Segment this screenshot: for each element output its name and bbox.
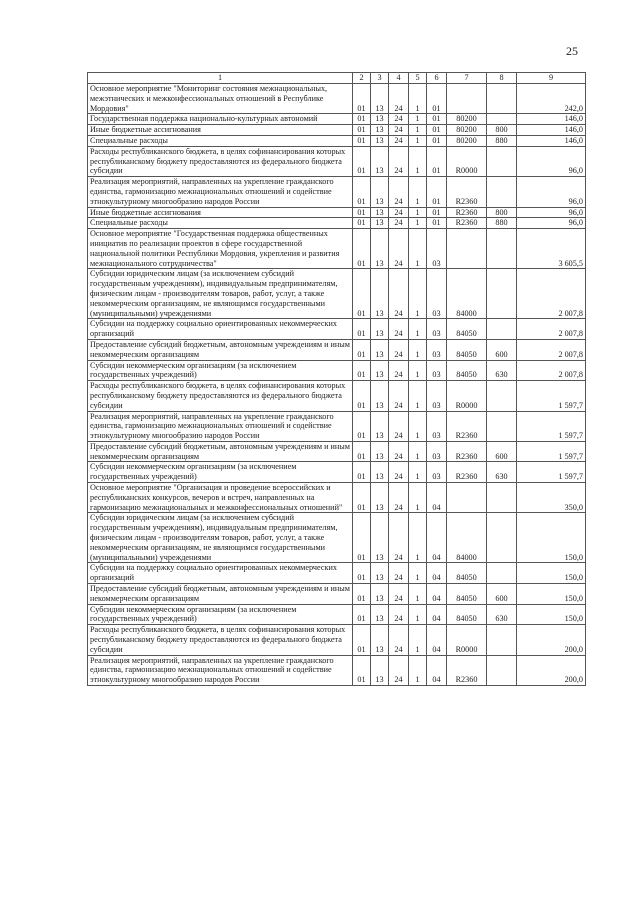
table-row xyxy=(88,207,586,218)
expense-type-cell xyxy=(487,655,517,685)
page-number: 25 xyxy=(566,44,578,58)
subprogram-code-cell: 1 xyxy=(409,135,427,146)
subprogram-code-cell: 1 xyxy=(409,563,427,584)
subprogram-code-cell: 1 xyxy=(409,84,427,114)
table-row xyxy=(88,84,586,114)
amount-cell: 1 597,7 xyxy=(517,462,586,483)
subsection-code-cell: 13 xyxy=(371,462,389,483)
table-row xyxy=(88,483,586,513)
expense-type-cell xyxy=(487,625,517,655)
expense-type-cell: 800 xyxy=(487,207,517,218)
table-row xyxy=(88,135,586,146)
subprogram-code-cell: 1 xyxy=(409,339,427,360)
expense-type-cell: 630 xyxy=(487,360,517,381)
row-name-cell: Реализация мероприятий, направленных на укрепление гражданского единства, гармонизацию межнациональных отношений и содействие этнокультурному многообразию народов России xyxy=(88,411,353,441)
expense-direction-cell: R0000 xyxy=(447,381,487,411)
row-name-cell: Субсидии некоммерческим организациям (за исключением государственных учреждений) xyxy=(88,462,353,483)
table-row xyxy=(88,411,586,441)
row-name-cell: Предоставление субсидий бюджетным, автономным учреждениям и иным некоммерческим организациям xyxy=(88,584,353,605)
event-code-cell: 01 xyxy=(427,114,447,125)
section-code-cell: 01 xyxy=(353,229,371,269)
section-code-cell: 01 xyxy=(353,114,371,125)
column-header: 5 xyxy=(409,73,427,84)
section-code-cell: 01 xyxy=(353,339,371,360)
column-header: 4 xyxy=(389,73,409,84)
subsection-code-cell: 13 xyxy=(371,360,389,381)
event-code-cell: 03 xyxy=(427,339,447,360)
event-code-cell: 04 xyxy=(427,563,447,584)
section-code-cell: 01 xyxy=(353,625,371,655)
subprogram-code-cell: 1 xyxy=(409,411,427,441)
table-row xyxy=(88,114,586,125)
program-code-cell: 24 xyxy=(389,319,409,340)
program-code-cell: 24 xyxy=(389,125,409,136)
amount-cell: 242,0 xyxy=(517,84,586,114)
expense-type-cell: 600 xyxy=(487,339,517,360)
expense-type-cell: 880 xyxy=(487,218,517,229)
expense-direction-cell: 80200 xyxy=(447,125,487,136)
subsection-code-cell: 13 xyxy=(371,563,389,584)
expense-type-cell xyxy=(487,146,517,176)
subsection-code-cell: 13 xyxy=(371,207,389,218)
table-row xyxy=(88,655,586,685)
program-code-cell: 24 xyxy=(389,483,409,513)
expense-direction-cell: 84000 xyxy=(447,513,487,563)
subsection-code-cell: 13 xyxy=(371,319,389,340)
expense-type-cell: 880 xyxy=(487,135,517,146)
subprogram-code-cell: 1 xyxy=(409,114,427,125)
expense-type-cell: 600 xyxy=(487,441,517,462)
table-row xyxy=(88,604,586,625)
section-code-cell: 01 xyxy=(353,269,371,319)
amount-cell: 200,0 xyxy=(517,625,586,655)
table-row xyxy=(88,584,586,605)
subprogram-code-cell: 1 xyxy=(409,125,427,136)
row-name-cell: Специальные расходы xyxy=(88,218,353,229)
expense-type-cell xyxy=(487,229,517,269)
amount-cell: 1 597,7 xyxy=(517,411,586,441)
amount-cell: 96,0 xyxy=(517,218,586,229)
row-name-cell: Иные бюджетные ассигнования xyxy=(88,125,353,136)
subsection-code-cell: 13 xyxy=(371,146,389,176)
program-code-cell: 24 xyxy=(389,218,409,229)
event-code-cell: 03 xyxy=(427,381,447,411)
section-code-cell: 01 xyxy=(353,483,371,513)
expense-direction-cell: 84050 xyxy=(447,360,487,381)
expense-direction-cell: R2360 xyxy=(447,462,487,483)
expense-direction-cell: R2360 xyxy=(447,207,487,218)
program-code-cell: 24 xyxy=(389,625,409,655)
amount-cell: 2 007,8 xyxy=(517,319,586,340)
subsection-code-cell: 13 xyxy=(371,218,389,229)
amount-cell: 200,0 xyxy=(517,655,586,685)
expense-type-cell: 630 xyxy=(487,462,517,483)
expense-direction-cell: R2360 xyxy=(447,441,487,462)
column-header: 6 xyxy=(427,73,447,84)
subsection-code-cell: 13 xyxy=(371,655,389,685)
expense-type-cell xyxy=(487,84,517,114)
expense-direction-cell: 84000 xyxy=(447,269,487,319)
amount-cell: 150,0 xyxy=(517,563,586,584)
subsection-code-cell: 13 xyxy=(371,625,389,655)
expense-direction-cell: R2360 xyxy=(447,218,487,229)
program-code-cell: 24 xyxy=(389,513,409,563)
subsection-code-cell: 13 xyxy=(371,513,389,563)
program-code-cell: 24 xyxy=(389,146,409,176)
event-code-cell: 01 xyxy=(427,84,447,114)
event-code-cell: 03 xyxy=(427,229,447,269)
expense-type-cell xyxy=(487,177,517,207)
amount-cell: 146,0 xyxy=(517,114,586,125)
table-row xyxy=(88,177,586,207)
expense-type-cell xyxy=(487,114,517,125)
table-row xyxy=(88,125,586,136)
section-code-cell: 01 xyxy=(353,441,371,462)
subsection-code-cell: 13 xyxy=(371,381,389,411)
expense-type-cell: 800 xyxy=(487,125,517,136)
amount-cell: 96,0 xyxy=(517,207,586,218)
section-code-cell: 01 xyxy=(353,462,371,483)
row-name-cell: Расходы республиканского бюджета, в целях софинансирования которых республиканскому бюджету предоставляются из федерального бюджета субсидии xyxy=(88,625,353,655)
table-row xyxy=(88,381,586,411)
program-code-cell: 24 xyxy=(389,604,409,625)
row-name-cell: Реализация мероприятий, направленных на укрепление гражданского единства, гармонизацию межнациональных отношений и содействие этнокультурному многообразию народов России xyxy=(88,177,353,207)
subprogram-code-cell: 1 xyxy=(409,360,427,381)
subsection-code-cell: 13 xyxy=(371,84,389,114)
subsection-code-cell: 13 xyxy=(371,229,389,269)
expense-type-cell xyxy=(487,381,517,411)
subprogram-code-cell: 1 xyxy=(409,177,427,207)
table-row xyxy=(88,229,586,269)
budget-table xyxy=(87,72,586,686)
program-code-cell: 24 xyxy=(389,411,409,441)
event-code-cell: 01 xyxy=(427,218,447,229)
table-row xyxy=(88,319,586,340)
event-code-cell: 01 xyxy=(427,177,447,207)
amount-cell: 2 007,8 xyxy=(517,360,586,381)
section-code-cell: 01 xyxy=(353,655,371,685)
expense-type-cell xyxy=(487,483,517,513)
event-code-cell: 03 xyxy=(427,462,447,483)
subprogram-code-cell: 1 xyxy=(409,483,427,513)
event-code-cell: 04 xyxy=(427,584,447,605)
row-name-cell: Предоставление субсидий бюджетным, автономным учреждениям и иным некоммерческим организациям xyxy=(88,441,353,462)
program-code-cell: 24 xyxy=(389,563,409,584)
subprogram-code-cell: 1 xyxy=(409,269,427,319)
amount-cell: 150,0 xyxy=(517,604,586,625)
section-code-cell: 01 xyxy=(353,207,371,218)
expense-type-cell xyxy=(487,319,517,340)
amount-cell: 150,0 xyxy=(517,584,586,605)
expense-direction-cell: 84050 xyxy=(447,604,487,625)
column-header: 2 xyxy=(353,73,371,84)
program-code-cell: 24 xyxy=(389,655,409,685)
subprogram-code-cell: 1 xyxy=(409,319,427,340)
event-code-cell: 03 xyxy=(427,441,447,462)
table-row xyxy=(88,218,586,229)
row-name-cell: Расходы республиканского бюджета, в целях софинансирования которых республиканскому бюджету предоставляются из федерального бюджета субсидии xyxy=(88,146,353,176)
amount-cell: 2 007,8 xyxy=(517,339,586,360)
column-header: 9 xyxy=(517,73,586,84)
amount-cell: 96,0 xyxy=(517,146,586,176)
amount-cell: 3 605,5 xyxy=(517,229,586,269)
table-row xyxy=(88,513,586,563)
expense-direction-cell: 84050 xyxy=(447,563,487,584)
expense-direction-cell: R0000 xyxy=(447,146,487,176)
subsection-code-cell: 13 xyxy=(371,584,389,605)
row-name-cell: Субсидии юридическим лицам (за исключением субсидий государственным учреждениям), индивидуальным предпринимателям, физическим лицам - производителям товаров, работ, услуг, а также некоммерческим организациям, не являющимся государственными (муниципальными) учреждениями xyxy=(88,269,353,319)
program-code-cell: 24 xyxy=(389,584,409,605)
row-name-cell: Основное мероприятие "Мониторинг состояния межнациональных, межэтнических и межконфессиональных отношений в Республике Мордовия" xyxy=(88,84,353,114)
event-code-cell: 03 xyxy=(427,360,447,381)
event-code-cell: 01 xyxy=(427,207,447,218)
subprogram-code-cell: 1 xyxy=(409,146,427,176)
column-header: 8 xyxy=(487,73,517,84)
event-code-cell: 04 xyxy=(427,513,447,563)
row-name-cell: Реализация мероприятий, направленных на укрепление гражданского единства, гармонизацию межнациональных отношений и содействие этнокультурному многообразию народов России xyxy=(88,655,353,685)
expense-type-cell: 600 xyxy=(487,584,517,605)
program-code-cell: 24 xyxy=(389,114,409,125)
event-code-cell: 04 xyxy=(427,625,447,655)
program-code-cell: 24 xyxy=(389,339,409,360)
expense-direction-cell: 80200 xyxy=(447,114,487,125)
expense-type-cell xyxy=(487,269,517,319)
event-code-cell: 01 xyxy=(427,135,447,146)
row-name-cell: Основное мероприятие "Организация и проведение всероссийских и республиканских конкурсов, вечеров и встреч, направленных на гармонизацию межнациональных и межконфессиональных отношений" xyxy=(88,483,353,513)
expense-type-cell: 630 xyxy=(487,604,517,625)
table-header-row xyxy=(88,73,586,84)
row-name-cell: Расходы республиканского бюджета, в целях софинансирования которых республиканскому бюджету предоставляются из федерального бюджета субсидии xyxy=(88,381,353,411)
subprogram-code-cell: 1 xyxy=(409,462,427,483)
table-row xyxy=(88,625,586,655)
amount-cell: 2 007,8 xyxy=(517,269,586,319)
column-header: 7 xyxy=(447,73,487,84)
subsection-code-cell: 13 xyxy=(371,135,389,146)
subsection-code-cell: 13 xyxy=(371,483,389,513)
table-row xyxy=(88,360,586,381)
expense-direction-cell: R2360 xyxy=(447,411,487,441)
amount-cell: 146,0 xyxy=(517,135,586,146)
row-name-cell: Специальные расходы xyxy=(88,135,353,146)
section-code-cell: 01 xyxy=(353,360,371,381)
section-code-cell: 01 xyxy=(353,218,371,229)
event-code-cell: 01 xyxy=(427,125,447,136)
table-row xyxy=(88,269,586,319)
program-code-cell: 24 xyxy=(389,462,409,483)
amount-cell: 96,0 xyxy=(517,177,586,207)
expense-direction-cell xyxy=(447,229,487,269)
section-code-cell: 01 xyxy=(353,604,371,625)
subprogram-code-cell: 1 xyxy=(409,229,427,269)
table-row xyxy=(88,462,586,483)
row-name-cell: Субсидии юридическим лицам (за исключением субсидий государственным учреждениям), индивидуальным предпринимателям, физическим лицам - производителям товаров, работ, услуг, а также некоммерческим организациям, не являющимся государственными (муниципальными) учреждениями xyxy=(88,513,353,563)
subsection-code-cell: 13 xyxy=(371,441,389,462)
row-name-cell: Основное мероприятие "Государственная поддержка общественных инициатив по реализации проектов в сфере государственной национальной политики Республики Мордовия, укрепления и развития межнационального сотрудничества" xyxy=(88,229,353,269)
subprogram-code-cell: 1 xyxy=(409,207,427,218)
subprogram-code-cell: 1 xyxy=(409,381,427,411)
table-row xyxy=(88,146,586,176)
row-name-cell: Иные бюджетные ассигнования xyxy=(88,207,353,218)
expense-direction-cell: R2360 xyxy=(447,655,487,685)
event-code-cell: 03 xyxy=(427,319,447,340)
program-code-cell: 24 xyxy=(389,381,409,411)
section-code-cell: 01 xyxy=(353,84,371,114)
event-code-cell: 03 xyxy=(427,269,447,319)
event-code-cell: 01 xyxy=(427,146,447,176)
amount-cell: 1 597,7 xyxy=(517,381,586,411)
row-name-cell: Субсидии некоммерческим организациям (за исключением государственных учреждений) xyxy=(88,360,353,381)
expense-direction-cell: 84050 xyxy=(447,339,487,360)
section-code-cell: 01 xyxy=(353,146,371,176)
amount-cell: 150,0 xyxy=(517,513,586,563)
table-row xyxy=(88,563,586,584)
program-code-cell: 24 xyxy=(389,360,409,381)
subsection-code-cell: 13 xyxy=(371,269,389,319)
subsection-code-cell: 13 xyxy=(371,339,389,360)
program-code-cell: 24 xyxy=(389,207,409,218)
event-code-cell: 04 xyxy=(427,483,447,513)
expense-direction-cell xyxy=(447,483,487,513)
program-code-cell: 24 xyxy=(389,84,409,114)
section-code-cell: 01 xyxy=(353,584,371,605)
amount-cell: 1 597,7 xyxy=(517,441,586,462)
row-name-cell: Государственная поддержка национально-культурных автономий xyxy=(88,114,353,125)
table-row xyxy=(88,339,586,360)
section-code-cell: 01 xyxy=(353,135,371,146)
row-name-cell: Субсидии на поддержку социально ориентированных некоммерческих организаций xyxy=(88,319,353,340)
program-code-cell: 24 xyxy=(389,269,409,319)
subprogram-code-cell: 1 xyxy=(409,584,427,605)
row-name-cell: Субсидии на поддержку социально ориентированных некоммерческих организаций xyxy=(88,563,353,584)
subsection-code-cell: 13 xyxy=(371,411,389,441)
expense-type-cell xyxy=(487,411,517,441)
event-code-cell: 04 xyxy=(427,655,447,685)
expense-direction-cell: 84050 xyxy=(447,319,487,340)
expense-direction-cell: R0000 xyxy=(447,625,487,655)
expense-type-cell xyxy=(487,513,517,563)
subprogram-code-cell: 1 xyxy=(409,625,427,655)
amount-cell: 146,0 xyxy=(517,125,586,136)
expense-direction-cell xyxy=(447,84,487,114)
section-code-cell: 01 xyxy=(353,563,371,584)
subprogram-code-cell: 1 xyxy=(409,218,427,229)
column-header: 3 xyxy=(371,73,389,84)
column-header: 1 xyxy=(88,73,353,84)
section-code-cell: 01 xyxy=(353,513,371,563)
expense-direction-cell: R2360 xyxy=(447,177,487,207)
subsection-code-cell: 13 xyxy=(371,177,389,207)
section-code-cell: 01 xyxy=(353,411,371,441)
subsection-code-cell: 13 xyxy=(371,604,389,625)
row-name-cell: Субсидии некоммерческим организациям (за исключением государственных учреждений) xyxy=(88,604,353,625)
program-code-cell: 24 xyxy=(389,177,409,207)
subsection-code-cell: 13 xyxy=(371,114,389,125)
subsection-code-cell: 13 xyxy=(371,125,389,136)
section-code-cell: 01 xyxy=(353,125,371,136)
section-code-cell: 01 xyxy=(353,177,371,207)
expense-type-cell xyxy=(487,563,517,584)
amount-cell: 350,0 xyxy=(517,483,586,513)
event-code-cell: 03 xyxy=(427,411,447,441)
program-code-cell: 24 xyxy=(389,441,409,462)
program-code-cell: 24 xyxy=(389,229,409,269)
subprogram-code-cell: 1 xyxy=(409,441,427,462)
event-code-cell: 04 xyxy=(427,604,447,625)
subprogram-code-cell: 1 xyxy=(409,655,427,685)
expense-direction-cell: 84050 xyxy=(447,584,487,605)
section-code-cell: 01 xyxy=(353,319,371,340)
program-code-cell: 24 xyxy=(389,135,409,146)
section-code-cell: 01 xyxy=(353,381,371,411)
subprogram-code-cell: 1 xyxy=(409,513,427,563)
row-name-cell: Предоставление субсидий бюджетным, автономным учреждениям и иным некоммерческим организациям xyxy=(88,339,353,360)
subprogram-code-cell: 1 xyxy=(409,604,427,625)
table-row xyxy=(88,441,586,462)
expense-direction-cell: 80200 xyxy=(447,135,487,146)
